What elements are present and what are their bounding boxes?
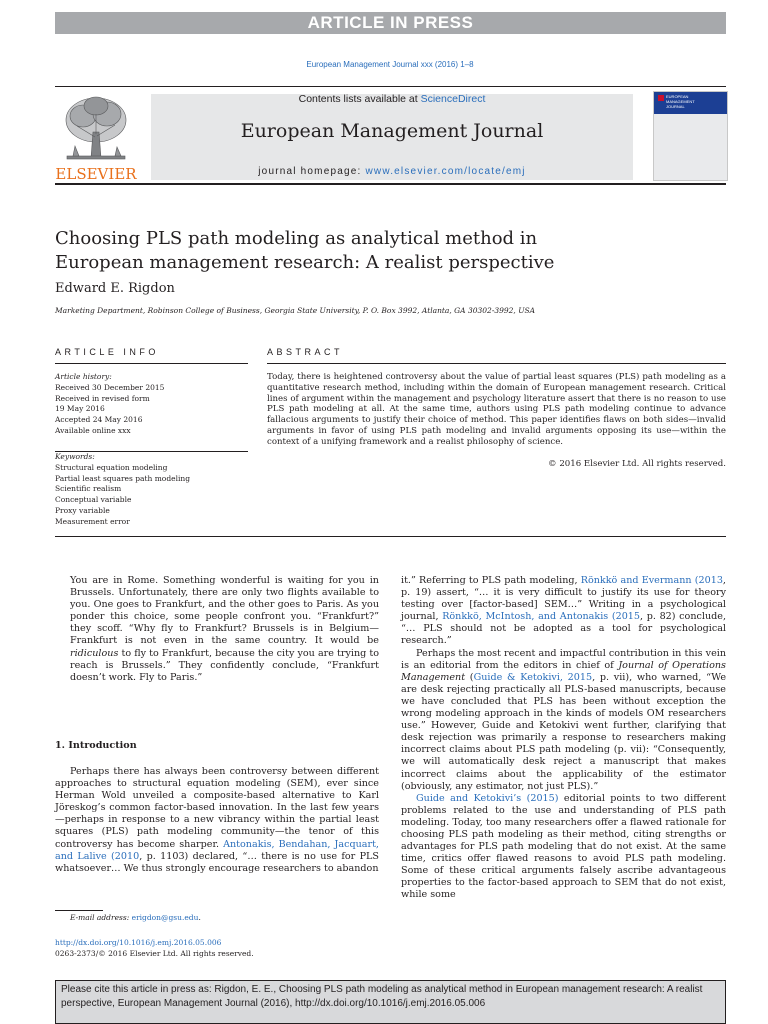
email-label: E-mail address: <box>70 913 132 922</box>
paragraph <box>55 766 379 875</box>
article-history <box>55 372 164 437</box>
citation-box-text: Please cite this article in press as: Rigdon, E. E., Choosing PLS path modeling as analytical method in European management research: A realist perspective, European Management Journal (2016), http://dx.doi.org/10.1016/j.emj.2016.05.006 <box>61 984 703 1009</box>
text-run: ( <box>465 671 474 683</box>
text-run: You are in Rome. Something wonderful is waiting for you in Brussels. Unfortunately, there are only two flights available to you. One goes to Frankfurt, and the other goes to Paris. As you ponder this choice, some people confront you. “Frankfurt?” they scoff. “Why fly to Frankfurt? Brussels is in Belgium—Frankfurt is not even in the same country. It would be <box>70 575 379 647</box>
email-link[interactable]: erigdon@gsu.edu <box>131 913 199 922</box>
abstract-rule <box>267 363 726 364</box>
journal-citation-link[interactable]: European Management Journal xxx (2016) 1–8 <box>306 60 474 69</box>
history-item: Received in revised form <box>55 393 150 403</box>
text-run: , p. 19) assert, “… it is very difficult to justify its use for theory testing over [factor-based] SEM…” Writing in a psychological journal, <box>401 575 726 623</box>
footnote-rule <box>55 910 103 911</box>
article-title: Choosing PLS path modeling as analytical method in European management research: A realist perspective <box>55 228 555 273</box>
cover-title <box>666 94 724 109</box>
homepage-link[interactable]: www.elsevier.com/locate/emj <box>365 166 526 177</box>
keyword-item: Structural equation modeling <box>55 462 168 472</box>
history-label: Article history: <box>55 372 112 381</box>
elsevier-wordmark: ELSEVIER <box>55 165 137 182</box>
abstract-text: Today, there is heightened controversy about the value of partial least squares (PLS) path modeling as a quantitative research method, including within the domain of European management research. Critical lines of argument within the management and psychology literature assert that there is no reason to use PLS path modeling at all. At the same time, authors using PLS path modeling continue to advance fallacious arguments to justify their choice of method. This paper identifies flaws on both sides—invalid arguments in favor of using PLS path modeling and invalid arguments opposing its use—within the context of a unifying framework and a realist philosophy of science. <box>267 372 726 447</box>
doi-block <box>55 938 254 959</box>
email-suffix: . <box>198 913 201 922</box>
text-run: Perhaps there has always been controversy between different approaches to structural equation modeling (SEM), ever since Herman Wold unveiled a composite-based alternative to Karl Jöreskog’s common factor-based innovation. In the last few years—perhaps in response to a new vibrancy within the partial least squares (PLS) path modeling community—the tenor of this controversy has become sharper. <box>55 766 379 850</box>
keyword-item: Scientific realism <box>55 484 122 494</box>
abstract-heading: ABSTRACT <box>267 347 344 357</box>
history-item: 19 May 2016 <box>55 404 105 414</box>
keyword-item: Measurement error <box>55 516 130 526</box>
citation-link[interactable]: Rönkkö, McIntosh, and Antonakis (2015 <box>442 611 641 623</box>
elsevier-logo[interactable] <box>55 92 137 182</box>
keywords-label: Keywords: <box>55 452 95 461</box>
paragraph <box>401 575 726 648</box>
keyword-item: Partial least squares path modeling <box>55 473 190 483</box>
front-matter-rule <box>55 536 726 537</box>
abstract-copyright: © 2016 Elsevier Ltd. All rights reserved. <box>548 459 726 469</box>
header-top-rule <box>55 86 726 87</box>
doi-link[interactable]: http://dx.doi.org/10.1016/j.emj.2016.05.006 <box>55 938 222 947</box>
header-bottom-rule <box>55 183 726 185</box>
cover-line: JOURNAL <box>666 104 685 109</box>
keyword-item: Conceptual variable <box>55 495 132 505</box>
right-column-body <box>401 575 726 902</box>
journal-cover-thumbnail[interactable] <box>653 91 728 181</box>
text-run: to fly to Frankfurt, because the city you are trying to reach is Brussels.” They confidently conclude, “Frankfurt doesn’t work. Fly to Paris.” <box>70 647 379 683</box>
cover-line: MANAGEMENT <box>666 99 695 104</box>
issn-line: 0263-2373/© 2016 Elsevier Ltd. All rights reserved. <box>55 948 254 958</box>
author-name[interactable]: Edward E. Rigdon <box>55 281 175 296</box>
sciencedirect-link[interactable]: ScienceDirect <box>420 93 486 105</box>
text-run: , p. vii), who warned, “We are desk rejecting practically all PLS-based manuscripts, because we have concluded that PLS has been without exception the wrong modeling approach in the kinds of models OM researchers use.” However, Guide and Ketokivi went further, clarifying that desk rejection was primarily a response to researchers making incorrect claims about PLS path modeling (p. vii): “Consequently, we will automatically desk reject a manuscript that makes incorrect claims about the applicability of the estimator (obviously, any estimator, not just PLS).” <box>401 671 727 792</box>
article-info-rule <box>55 363 248 364</box>
citation-link[interactable]: Guide and Ketokivi’s (2015) <box>416 792 559 804</box>
citation-link[interactable]: Rönkkö and Evermann (2013 <box>580 575 723 586</box>
text-run: Perhaps the most recent and impactful contribution in this vein is an editorial from the editors in chief of <box>401 647 726 671</box>
paragraph <box>401 793 726 902</box>
citation-link[interactable]: Guide & Ketokivi, 2015 <box>473 671 593 683</box>
text-run: , p. 1103) declared, “… there is no use for PLS whatsoever… We thus strongly encourage researchers to abandon <box>55 850 380 874</box>
text-run: it.” Referring to PLS path modeling, <box>401 575 581 586</box>
citation-link[interactable]: Antonakis, Bendahan, Jacquart, and Lalive (2010 <box>55 838 379 862</box>
cover-logo-square <box>658 95 664 101</box>
emphasis: ridiculous <box>70 647 119 659</box>
article-info-heading: ARTICLE INFO <box>55 347 159 357</box>
section-heading-introduction: 1. Introduction <box>55 740 137 751</box>
contents-prefix: Contents lists available at <box>298 93 421 105</box>
journal-homepage-line <box>151 166 633 177</box>
homepage-prefix: journal homepage: <box>258 166 366 177</box>
paragraph <box>401 648 726 793</box>
keywords-list <box>55 452 190 528</box>
cover-line: EUROPEAN <box>666 94 689 99</box>
history-item: Received 30 December 2015 <box>55 382 165 392</box>
left-column-body <box>55 766 379 875</box>
epigraph-paragraph <box>70 575 379 684</box>
contents-line <box>151 93 633 105</box>
paragraph <box>70 575 379 684</box>
text-run: editorial points to two different problems related to the use and understanding of PLS path modeling. Today, too many researchers offer a flawed rationale for choosing PLS path modeling as their method, citing strengths or advantages for PLS path modeling that do not exist. At the same time, critics offer flawed reasons to avoid PLS path modeling. Some of these critical arguments falsely ascribe advantageous properties to the factor-based approach to SEM that do not exist, while some <box>401 792 726 901</box>
text-run: , p. 82) conclude, “… PLS should not be adopted as a tool for psychological research.” <box>401 611 726 647</box>
author-email-footnote <box>70 913 201 922</box>
author-affiliation: Marketing Department, Robinson College of Business, Georgia State University, P. O. Box 3992, Atlanta, GA 30302-3992, USA <box>55 306 536 315</box>
history-item: Available online xxx <box>55 425 131 435</box>
emphasis: Journal of Operations Management <box>401 659 726 683</box>
journal-name: European Management Journal <box>240 120 544 142</box>
keyword-item: Proxy variable <box>55 505 110 515</box>
elsevier-tree-icon <box>55 92 137 182</box>
history-item: Accepted 24 May 2016 <box>55 415 143 425</box>
article-in-press-banner: ARTICLE IN PRESS <box>55 12 726 34</box>
